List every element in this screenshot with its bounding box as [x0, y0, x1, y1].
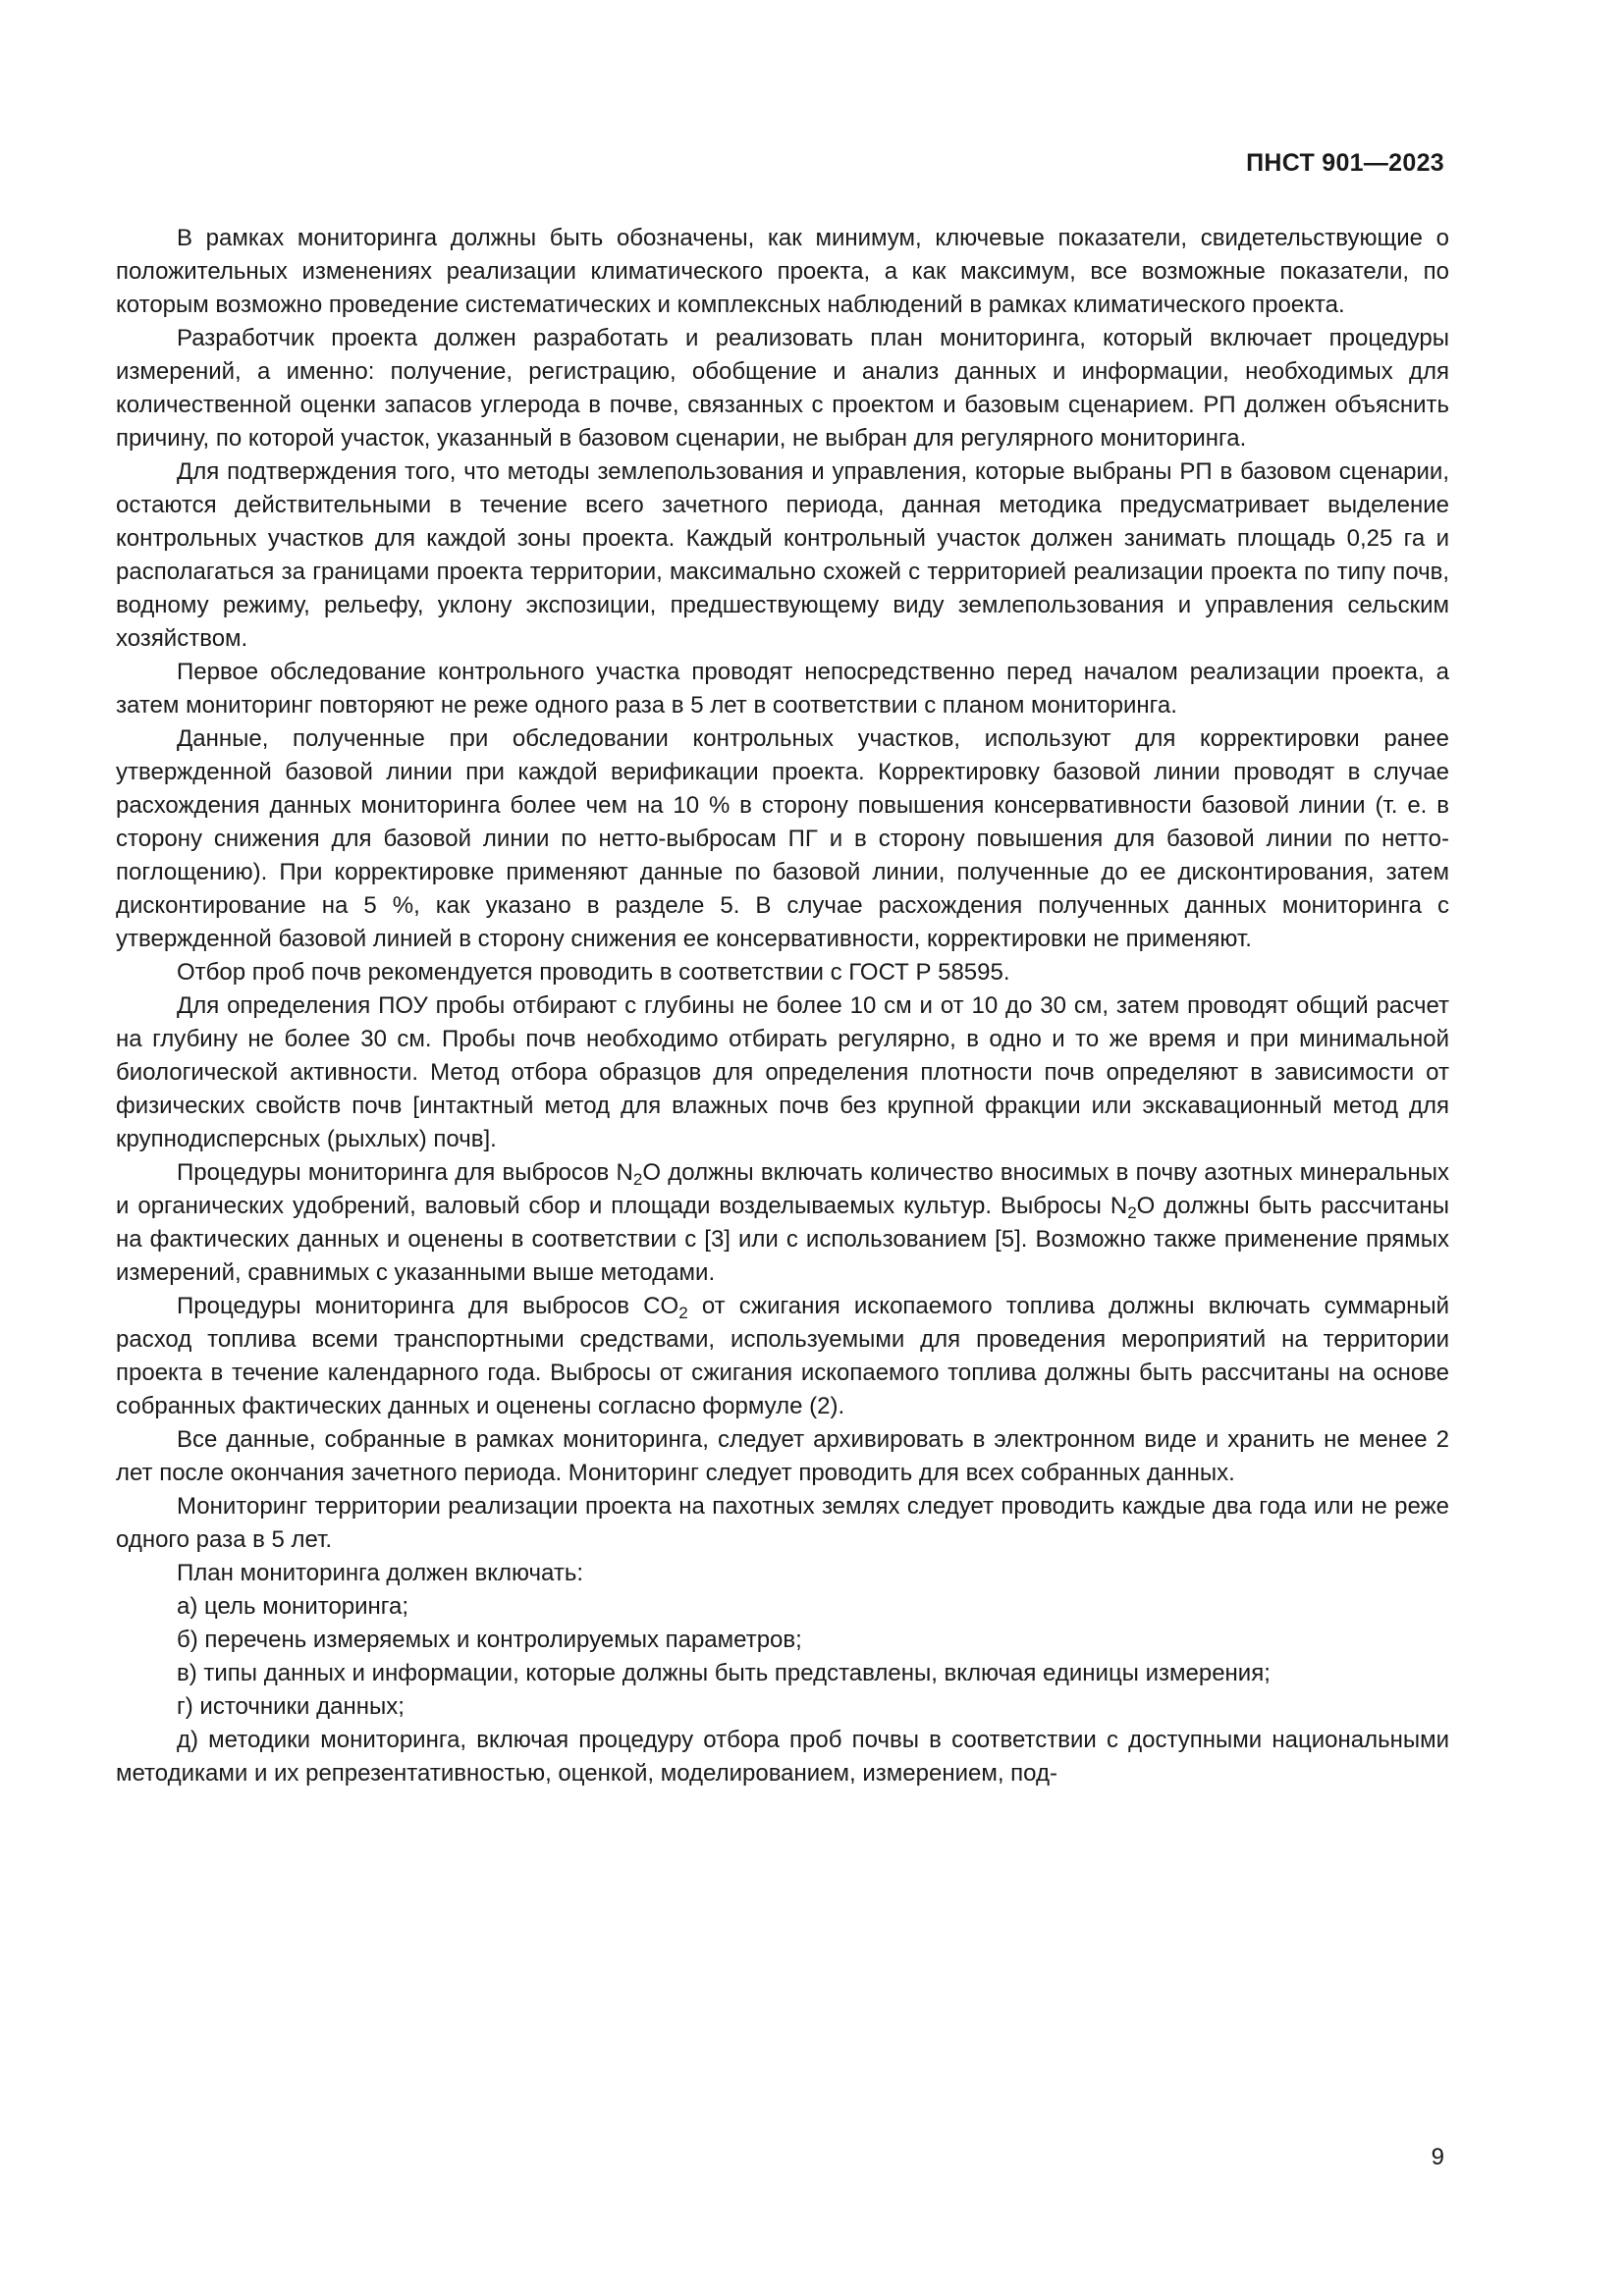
text-run: Процедуры мониторинга для выбросов N	[177, 1159, 633, 1186]
subscript: 2	[1127, 1203, 1137, 1222]
page-number: 9	[1431, 2144, 1444, 2170]
paragraph-co2	[116, 1290, 1449, 1423]
list-item: г) источники данных;	[177, 1693, 405, 1720]
paragraph: Все данные, собранные в рамках мониторинга, следует архивировать в электронном виде и хранить не менее 2 лет после окончания зачетного периода. Мониторинг следует проводить для всех собранных данных.	[116, 1426, 1449, 1486]
text-run: Процедуры мониторинга для выбросов CO	[177, 1293, 679, 1319]
subscript: 2	[678, 1304, 688, 1322]
paragraph: В рамках мониторинга должны быть обозначены, как минимум, ключевые показатели, свидетельствующие о положительных изменениях реализации климатического проекта, а как максимум, все возможные показатели, по которым возможно проведение систематических и комплексных наблюдений в рамках климатического проекта.	[116, 225, 1449, 318]
document-header: ПНСТ 901—2023	[1246, 149, 1444, 177]
text-run: O должны быть рассчитаны на фактических данных и оценены в соответствии с [3] или с использованием [5]. Возможно также применение прямых измерений, сравнимых с указанными выше методами.	[116, 1193, 1449, 1286]
list-item: д) методики мониторинга, включая процедуру отбора проб почвы в соответствии с доступными национальными методиками и их репрезентативностью, оценкой, моделированием, измерением, под-	[116, 1727, 1449, 1787]
paragraph: Для подтверждения того, что методы землепользования и управления, которые выбраны РП в базовом сценарии, остаются действительными в течение всего зачетного периода, данная методика предусматривает выделение контрольных участков для каждой зоны проекта. Каждый контрольный участок должен занимать площадь 0,25 га и располагаться за границами проекта территории, максимально схожей с территорией реализации проекта по типу почв, водному режиму, рельефу, уклону экспозиции, предшествующему виду землепользования и управления сельским хозяйством.	[116, 458, 1449, 652]
paragraph-n2o	[116, 1156, 1449, 1290]
paragraph: Данные, полученные при обследовании контрольных участков, используют для корректировки ранее утвержденной базовой линии при каждой верификации проекта. Корректировку базовой линии проводят в случае расхождения данных мониторинга более чем на 10 % в сторону повышения консервативности базовой линии (т. е. в сторону снижения для базовой линии по нетто-выбросам ПГ и в сторону повышения для базовой линии по нетто-поглощению). При корректировке применяют данные по базовой линии, полученные до ее дисконтирования, затем дисконтирование на 5 %, как указано в разделе 5. В случае расхождения полученных данных мониторинга с утвержденной базовой линией в сторону снижения ее консервативности, корректировки не применяют.	[116, 725, 1449, 952]
list-item: б) перечень измеряемых и контролируемых параметров;	[177, 1627, 802, 1653]
list-item: в) типы данных и информации, которые должны быть представлены, включая единицы измерения;	[177, 1660, 1271, 1686]
paragraph: Для определения ПОУ пробы отбирают с глубины не более 10 см и от 10 до 30 см, затем проводят общий расчет на глубину не более 30 см. Пробы почв необходимо отбирать регулярно, в одно и то же время и при минимальной биологической активности. Метод отбора образцов для определения плотности почв определяют в зависимости от физических свойств почв [интактный метод для влажных почв без крупной фракции или экскавационный метод для крупнодисперсных (рыхлых) почв].	[116, 992, 1449, 1152]
paragraph: Мониторинг территории реализации проекта на пахотных землях следует проводить каждые два года или не реже одного раза в 5 лет.	[116, 1493, 1449, 1553]
text-run: O должны включать количество вносимых в почву азотных минеральных и органических удобрений, валовый сбор и площади возделываемых культур. Выбросы N	[116, 1159, 1449, 1219]
paragraph: План мониторинга должен включать:	[177, 1560, 583, 1586]
paragraph: Первое обследование контрольного участка проводят непосредственно перед началом реализации проекта, а затем мониторинг повторяют не реже одного раза в 5 лет в соответствии с планом мониторинга.	[116, 659, 1449, 719]
list-item: а) цель мониторинга;	[177, 1593, 409, 1620]
text-run: от сжигания ископаемого топлива должны включать суммарный расход топлива всеми транспортными средствами, используемыми для проведения мероприятий на территории проекта в течение календарного года. Выбросы от сжигания ископаемого топлива должны быть рассчитаны на основе собранных фактических данных и оценены согласно формуле (2).	[116, 1293, 1450, 1419]
paragraph: Отбор проб почв рекомендуется проводить в соответствии с ГОСТ Р 58595.	[177, 959, 1010, 986]
paragraph: Разработчик проекта должен разработать и реализовать план мониторинга, который включает процедуры измерений, а именно: получение, регистрацию, обобщение и анализ данных и информации, необходимых для количественной оценки запасов углерода в почве, связанных с проектом и базовым сценарием. РП должен объяснить причину, по которой участок, указанный в базовом сценарии, не выбран для регулярного мониторинга.	[116, 325, 1449, 452]
subscript: 2	[632, 1170, 643, 1189]
document-body	[116, 222, 1449, 1790]
